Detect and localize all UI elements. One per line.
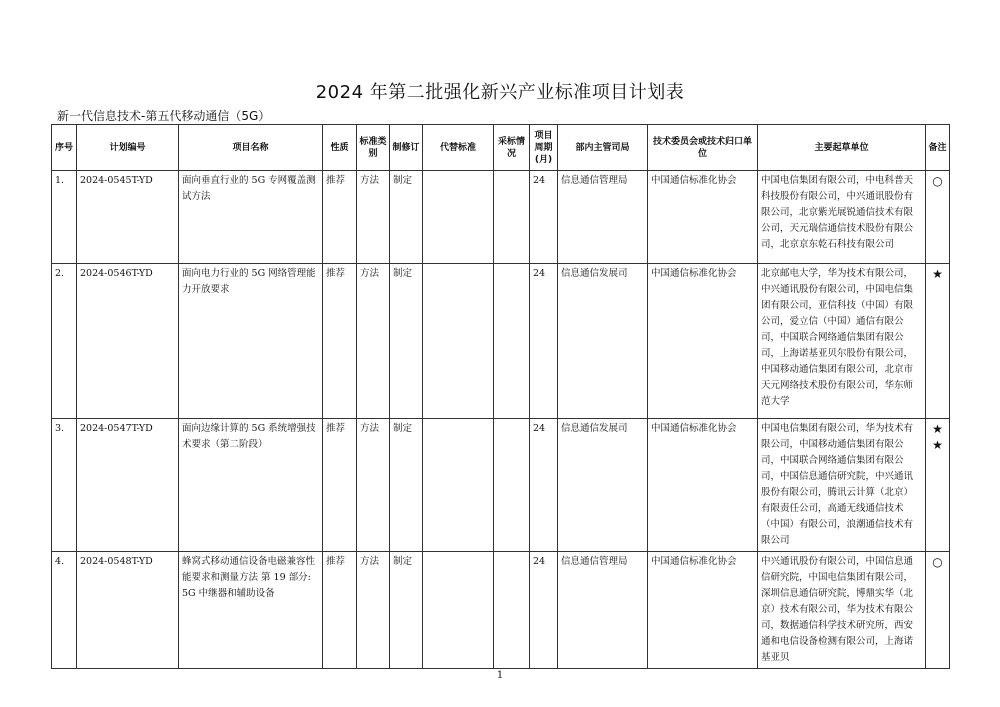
- cell-drafters: 北京邮电大学，华为技术有限公司，中兴通讯股份有限公司，中国电信集团有限公司，亚信科技（中国）有限公司，爱立信（中国）通信有限公司，中国联合网络通信集团有限公司，上海诺基亚贝尔股份有限公司，中国移动通信集团有限公司，北京市天元网络技术股份有限公司，华东师范大学: [758, 264, 926, 419]
- cell-nature: 推荐: [323, 552, 357, 669]
- cell-seq: 1.: [52, 171, 77, 264]
- cell-nature: 推荐: [323, 264, 357, 419]
- table-row: [52, 264, 950, 419]
- table-row: [52, 419, 950, 552]
- cell-nature: 推荐: [323, 171, 357, 264]
- cell-category: 方法: [357, 264, 390, 419]
- cell-drafters: 中兴通讯股份有限公司，中国信息通信研究院，中国电信集团有限公司，深圳信息通信研究院，博鼎实华（北京）技术有限公司，华为技术有限公司，数据通信科学技术研究所，西安通和电信设备检测有限公司，上海诺基亚贝: [758, 552, 926, 669]
- cell-adoption: [494, 171, 530, 264]
- cell-category: 方法: [357, 171, 390, 264]
- cell-project-name: 面向边缘计算的 5G 系统增强技术要求（第二阶段）: [179, 419, 323, 552]
- table-header-row: [52, 125, 950, 171]
- cell-period: 24: [530, 264, 558, 419]
- cell-period: 24: [530, 171, 558, 264]
- cell-replaced: [423, 264, 494, 419]
- cell-remark: ○: [926, 171, 950, 264]
- cell-committee: 中国通信标准化协会: [648, 419, 758, 552]
- cell-plan-no: 2024-0546T-YD: [77, 264, 179, 419]
- header-drafters: 主要起草单位: [758, 125, 926, 171]
- cell-ministry: 信息通信管理局: [558, 552, 648, 669]
- cell-remark: ○: [926, 552, 950, 669]
- table-row: [52, 171, 950, 264]
- cell-plan-no: 2024-0547T-YD: [77, 419, 179, 552]
- cell-remark: ★★: [926, 419, 950, 552]
- cell-seq: 2.: [52, 264, 77, 419]
- standards-plan-table: [51, 124, 950, 669]
- header-category: 标准类别: [357, 125, 390, 171]
- cell-committee: 中国通信标准化协会: [648, 264, 758, 419]
- cell-period: 24: [530, 552, 558, 669]
- cell-revision: 制定: [390, 171, 423, 264]
- table-row: [52, 552, 950, 669]
- cell-nature: 推荐: [323, 419, 357, 552]
- page-title: 2024 年第二批强化新兴产业标准项目计划表: [315, 82, 685, 103]
- cell-plan-no: 2024-0545T-YD: [77, 171, 179, 264]
- header-nature: 性质: [323, 125, 357, 171]
- cell-remark: ★: [926, 264, 950, 419]
- cell-replaced: [423, 552, 494, 669]
- cell-revision: 制定: [390, 419, 423, 552]
- cell-ministry: 信息通信发展司: [558, 264, 648, 419]
- cell-ministry: 信息通信发展司: [558, 419, 648, 552]
- cell-category: 方法: [357, 419, 390, 552]
- header-replaced: 代替标准: [423, 125, 494, 171]
- cell-ministry: 信息通信管理局: [558, 171, 648, 264]
- header-remark: 备注: [926, 125, 950, 171]
- cell-seq: 4.: [52, 552, 77, 669]
- cell-project-name: 面向垂直行业的 5G 专网覆盖测试方法: [179, 171, 323, 264]
- cell-adoption: [494, 419, 530, 552]
- cell-period: 24: [530, 419, 558, 552]
- cell-project-name: 面向电力行业的 5G 网络管理能力开放要求: [179, 264, 323, 419]
- cell-revision: 制定: [390, 264, 423, 419]
- cell-replaced: [423, 171, 494, 264]
- header-ministry: 部内主管司局: [558, 125, 648, 171]
- header-period: 项目周期(月): [530, 125, 558, 171]
- cell-drafters: 中国电信集团有限公司，华为技术有限公司，中国移动通信集团有限公司，中国联合网络通信集团有限公司，中国信息通信研究院，中兴通讯股份有限公司，腾讯云计算（北京）有限责任公司，高通无线通信技术（中国）有限公司，浪潮通信技术有限公司: [758, 419, 926, 552]
- page-number: 1: [496, 670, 504, 681]
- cell-replaced: [423, 419, 494, 552]
- header-committee: 技术委员会或技术归口单位: [648, 125, 758, 171]
- cell-adoption: [494, 264, 530, 419]
- cell-seq: 3.: [52, 419, 77, 552]
- cell-committee: 中国通信标准化协会: [648, 552, 758, 669]
- cell-category: 方法: [357, 552, 390, 669]
- cell-project-name: 蜂窝式移动通信设备电磁兼容性能要求和测量方法 第 19 部分: 5G 中继器和辅助设备: [179, 552, 323, 669]
- cell-plan-no: 2024-0548T-YD: [77, 552, 179, 669]
- header-revision: 制修订: [390, 125, 423, 171]
- cell-drafters: 中国电信集团有限公司，中电科普天科技股份有限公司，中兴通讯股份有限公司，北京紫光展锐通信技术有限公司，天元瑞信通信技术股份有限公司，北京京东乾石科技有限公司: [758, 171, 926, 264]
- cell-committee: 中国通信标准化协会: [648, 171, 758, 264]
- header-adoption: 采标情况: [494, 125, 530, 171]
- cell-adoption: [494, 552, 530, 669]
- header-seq: 序号: [52, 125, 77, 171]
- header-plan-no: 计划编号: [77, 125, 179, 171]
- cell-revision: 制定: [390, 552, 423, 669]
- section-subtitle: 新一代信息技术-第五代移动通信（5G）: [57, 109, 271, 123]
- header-project-name: 项目名称: [179, 125, 323, 171]
